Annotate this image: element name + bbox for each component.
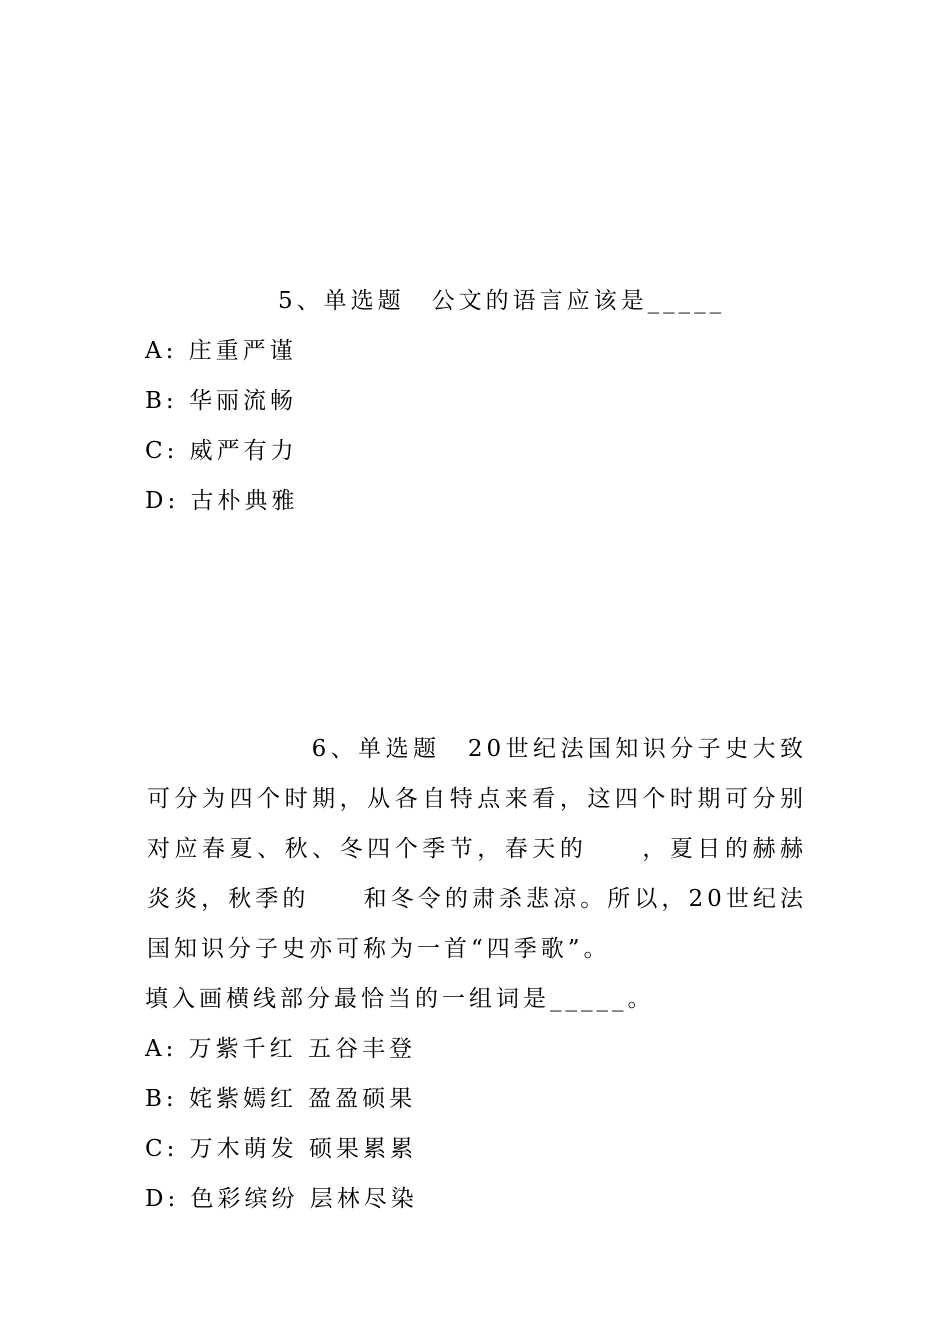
question-6-option-a: A: 万紫千红 五谷丰登 [145, 1036, 416, 1062]
question-6-option-b: B: 姹紫嫣红 盈盈硕果 [145, 1086, 417, 1112]
question-5-option-c: C: 威严有力 [145, 438, 298, 464]
question-5-heading: 5、单选题 公文的语言应该是_____ [278, 288, 726, 314]
question-5-option-b: B: 华丽流畅 [145, 388, 297, 414]
question-5-option-d: D: 古朴典雅 [145, 488, 299, 514]
question-6-option-d: D: 色彩缤纷 层林尽染 [145, 1186, 418, 1212]
question-5-option-a: A: 庄重严谨 [145, 338, 297, 364]
question-6-option-c: C: 万木萌发 硕果累累 [145, 1136, 417, 1162]
question-6-prompt: 填入画横线部分最恰当的一组词是_____。 [145, 986, 655, 1012]
question-6-stem: 6、单选题 20世纪法国知识分子史大致可分为四个时期，从各自特点来看，这四个时期可分别对应春夏、秋、冬四个季节，春天的 ，夏日的赫赫炎炎，秋季的 和冬令的肃杀悲凉。所以，20世纪法国知识分子史亦可称为一首“四季歌”。 [147, 736, 807, 962]
